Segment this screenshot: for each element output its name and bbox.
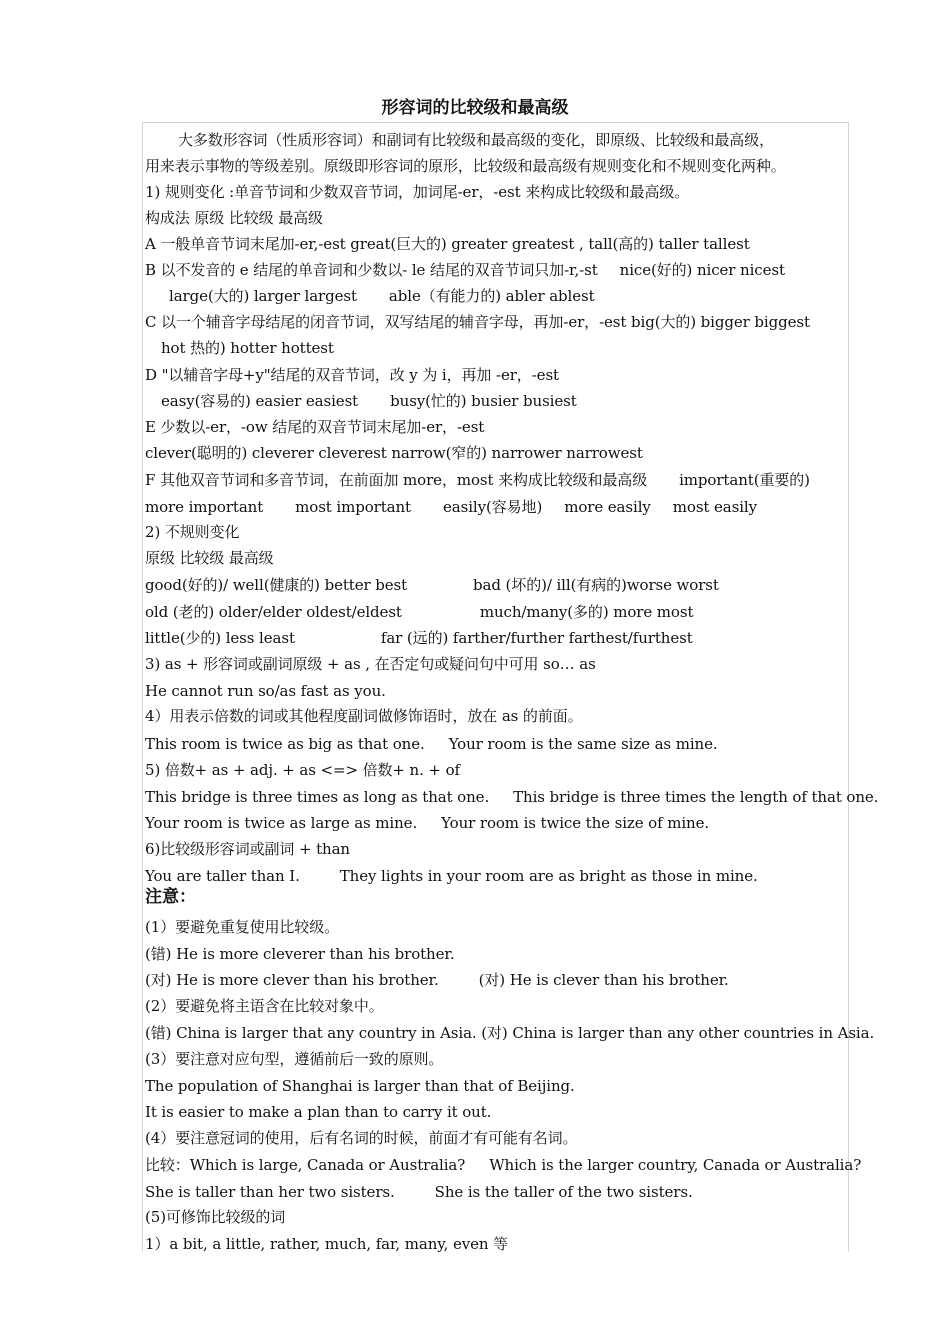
text-line-n3: (3）要注意对应句型，遵循前后一致的原则。 — [145, 1050, 444, 1068]
text-line-intro-1: 大多数形容词（性质形容词）和副词有比较级和最高级的变化，即原级、比较级和最高级， — [178, 131, 775, 149]
text-line-rule-b-ex — [169, 286, 595, 306]
text-segment: old (老的) older/elder oldest/eldest — [145, 603, 402, 621]
text-segment: (对) He is clever than his brother. — [478, 971, 729, 989]
text-line-n2-ex: (错) China is larger that any country in Asia. (对) China is larger than any other countries in Asia. — [145, 1024, 875, 1042]
text-segment: This bridge is three times the length of that one. — [513, 788, 879, 806]
text-line-irr-2 — [145, 602, 693, 622]
text-line-n1-ex2 — [145, 970, 729, 990]
text-line-rule-d: D "以辅音字母+y"结尾的双音节词，改 y 为 i，再加 -er，-est — [145, 366, 559, 384]
text-segment: F 其他双音节词和多音节词，在前面加 more，most 来构成比较级和最高级 — [145, 471, 648, 489]
text-line-s2: 2) 不规则变化 — [145, 523, 240, 541]
text-line-rule-f-ex — [145, 497, 757, 517]
text-line-n4-ex1 — [145, 1155, 861, 1175]
text-segment: They lights in your room are as bright as those in mine. — [339, 867, 758, 885]
text-segment: important(重要的) — [679, 471, 810, 489]
text-line-s4: 4）用表示倍数的词或其他程度副词做修饰语时，放在 as 的前面。 — [145, 707, 583, 725]
text-segment: most important — [295, 498, 411, 516]
text-segment: This bridge is three times as long as that one. — [145, 788, 490, 806]
text-segment: most easily — [672, 498, 758, 516]
text-line-s1: 1) 规则变化 :单音节词和少数双音节词，加词尾-er，-est 来构成比较级和最高级。 — [145, 183, 690, 201]
text-line-n1-ex1: (错) He is more cleverer than his brother. — [145, 945, 455, 963]
text-segment: easily(容易地) — [443, 498, 543, 516]
text-line-irr-1 — [145, 575, 719, 595]
text-line-rule-c: C 以一个辅音字母结尾的闭音节词，双写结尾的辅音字母，再加-er，-est big(大的) bigger biggest — [145, 313, 810, 331]
text-line-n2: (2）要避免将主语含在比较对象中。 — [145, 997, 384, 1015]
text-segment: This room is twice as big as that one. — [145, 735, 425, 753]
text-line-rule-e-ex: clever(聪明的) cleverer cleverest narrow(窄的) narrower narrowest — [145, 444, 643, 462]
text-segment: able（有能力的) abler ablest — [388, 287, 595, 305]
text-segment: Which is the larger country, Canada or Australia? — [489, 1156, 862, 1174]
text-segment: more easily — [564, 498, 651, 516]
note-heading: 注意： — [145, 887, 196, 907]
text-line-n3-ex1: The population of Shanghai is larger than that of Beijing. — [145, 1077, 575, 1095]
text-segment: busy(忙的) busier busiest — [390, 392, 577, 410]
text-line-s6-ex — [145, 866, 758, 886]
text-segment: She is taller than her two sisters. — [145, 1183, 395, 1201]
text-segment: 比较：Which is large, Canada or Australia? — [145, 1156, 466, 1174]
text-line-s1-head: 构成法 原级 比较级 最高级 — [145, 209, 323, 227]
text-line-n5: (5)可修饰比较级的词 — [145, 1208, 286, 1226]
text-line-rule-b — [145, 260, 785, 280]
text-segment: She is the taller of the two sisters. — [434, 1183, 693, 1201]
text-line-n1: (1）要避免重复使用比较级。 — [145, 918, 339, 936]
text-line-intro-2: 用来表示事物的等级差别。原级即形容词的原形，比较级和最高级有规则变化和不规则变化两种。 — [145, 157, 786, 175]
text-line-s5: 5) 倍数+ as + adj. + as <=> 倍数+ n. + of — [145, 761, 460, 779]
text-line-rule-e: E 少数以-er，-ow 结尾的双音节词末尾加-er，-est — [145, 418, 485, 436]
text-segment: B 以不发音的 e 结尾的单音词和少数以- le 结尾的双音节词只加-r,-st — [145, 261, 598, 279]
text-segment: large(大的) larger largest — [169, 287, 357, 305]
text-line-n3-ex2: It is easier to make a plan than to carry it out. — [145, 1103, 492, 1121]
text-line-rule-c-ex: hot 热的) hotter hottest — [161, 339, 334, 357]
text-line-s4-ex — [145, 734, 718, 754]
page-title: 形容词的比较级和最高级 — [381, 98, 569, 118]
text-line-s5-ex2 — [145, 813, 709, 833]
text-segment: little(少的) less least — [145, 629, 295, 647]
text-line-s3: 3) as + 形容词或副词原级 + as , 在否定句或疑问句中可用 so… as — [145, 655, 596, 673]
text-segment: Your room is twice as large as mine. — [145, 814, 418, 832]
text-line-rule-a: A 一般单音节词末尾加-er,-est great(巨大的) greater greatest , tall(高的) taller tallest — [145, 235, 750, 253]
text-segment: Your room is the same size as mine. — [448, 735, 718, 753]
text-line-rule-d-ex — [161, 391, 577, 411]
text-line-n5-ex: 1）a bit, a little, rather, much, far, many, even 等 — [145, 1235, 509, 1253]
text-segment: good(好的)/ well(健康的) better best — [145, 576, 408, 594]
text-line-rule-f — [145, 470, 810, 490]
text-segment: bad (坏的)/ ill(有病的)worse worst — [473, 576, 719, 594]
text-segment: easy(容易的) easier easiest — [161, 392, 359, 410]
text-line-irr-3 — [145, 628, 693, 648]
text-line-s6: 6)比较级形容词或副词 + than — [145, 840, 350, 858]
text-line-n4: (4）要注意冠词的使用，后有名词的时候，前面才有可能有名词。 — [145, 1129, 578, 1147]
text-segment: far (远的) farther/further farthest/furthest — [380, 629, 693, 647]
text-segment: You are taller than I. — [145, 867, 300, 885]
text-segment: much/many(多的) more most — [479, 603, 694, 621]
text-segment: more important — [145, 498, 264, 516]
text-line-s3-ex: He cannot run so/as fast as you. — [145, 682, 386, 700]
text-segment: Your room is twice the size of mine. — [441, 814, 710, 832]
text-segment: (对) He is more clever than his brother. — [145, 971, 439, 989]
text-segment: nice(好的) nicer nicest — [619, 261, 785, 279]
text-line-s5-ex1 — [145, 787, 878, 807]
text-line-s2-head: 原级 比较级 最高级 — [145, 549, 274, 567]
text-line-n4-ex2 — [145, 1182, 693, 1202]
